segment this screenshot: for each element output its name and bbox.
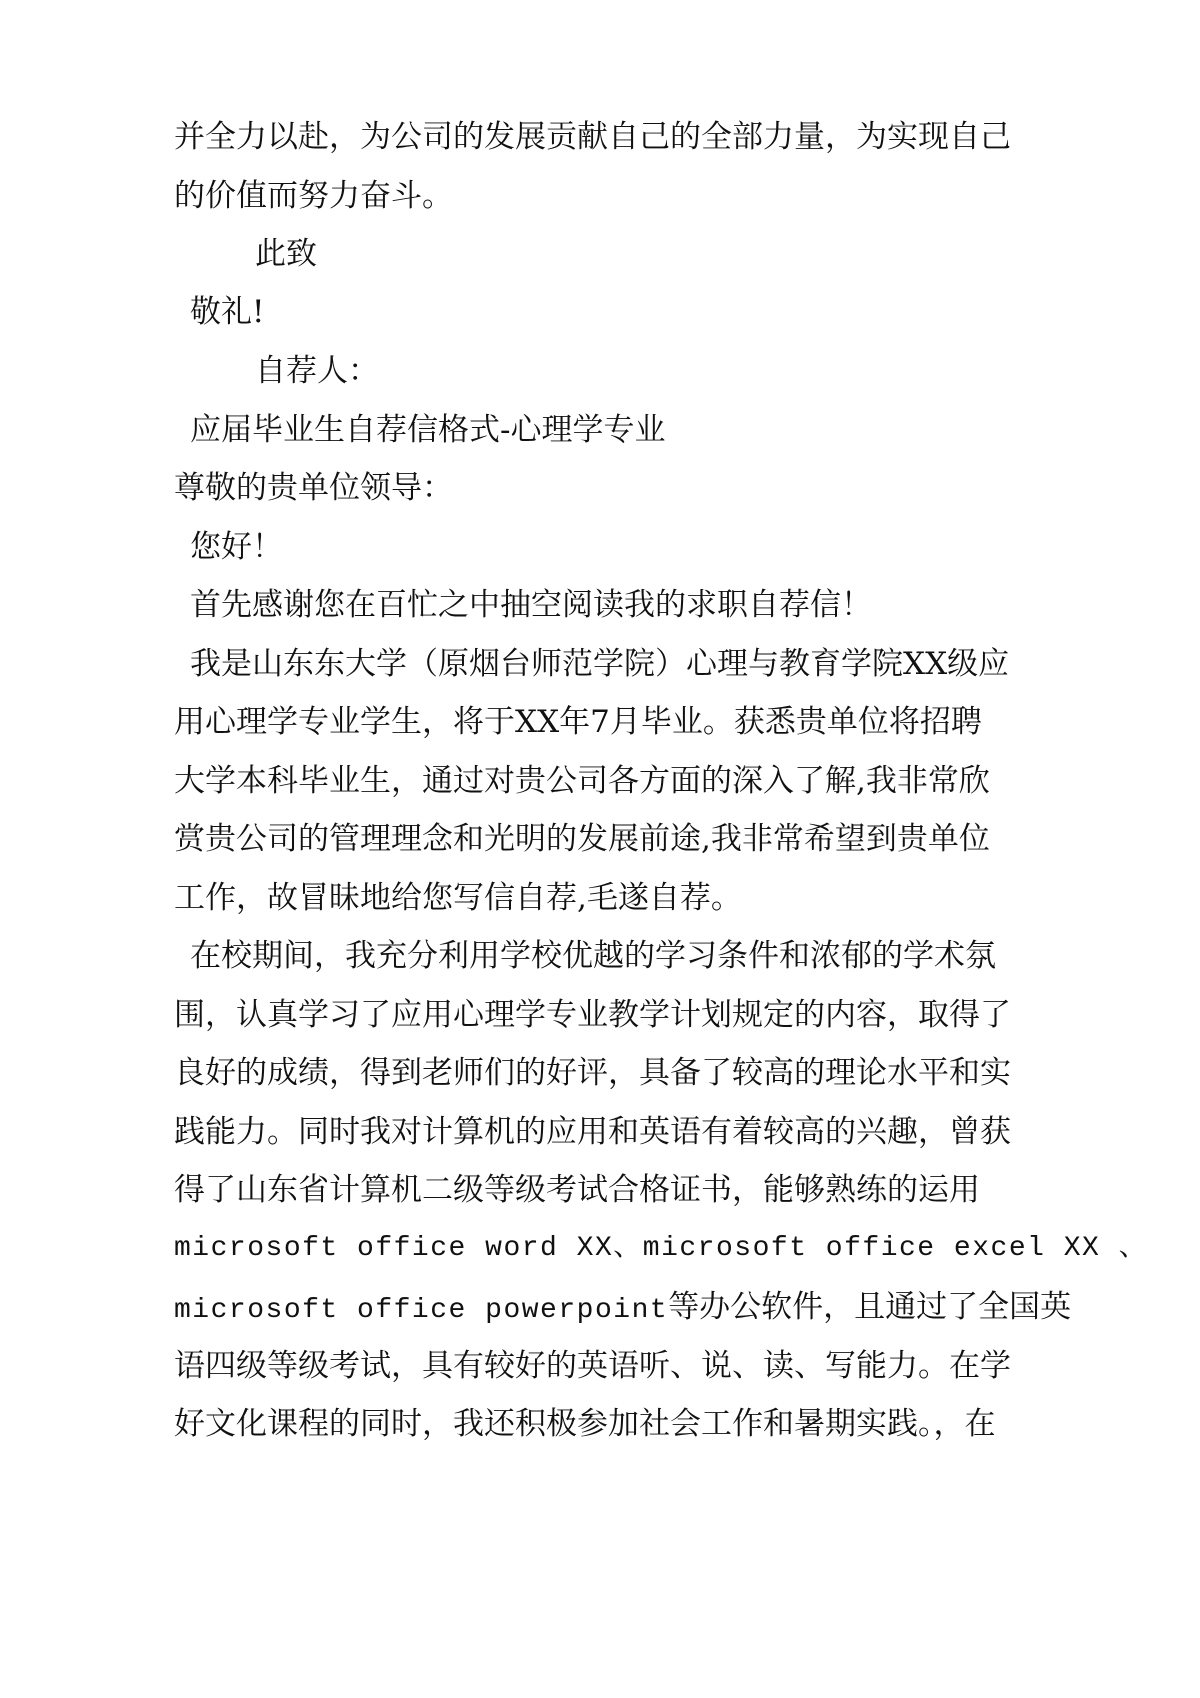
body-text-line: 得了山东省计算机二级等级考试合格证书，能够熟练的运用 xyxy=(174,1172,980,1208)
body-text-line: 工作，故冒昧地给您写信自荐,毛遂自荐。 xyxy=(174,880,742,916)
letter-addressee: 尊敬的贵单位领导： xyxy=(174,470,453,506)
letter-title: 应届毕业生自荐信格式-心理学专业 xyxy=(190,412,666,448)
body-text-line-software: microsoft office word XX、microsoft office excel XX 、 xyxy=(174,1233,1149,1264)
body-text-line: 良好的成绩，得到老师们的好评，具备了较高的理论水平和实 xyxy=(174,1055,1011,1091)
body-text-line: 好文化课程的同时，我还积极参加社会工作和暑期实践。，在 xyxy=(174,1406,996,1442)
body-text-line: 围，认真学习了应用心理学专业教学计划规定的内容，取得了 xyxy=(174,997,1011,1033)
software-name: microsoft office powerpoint xyxy=(174,1295,669,1326)
body-text-line: 大学本科毕业生，通过对贵公司各方面的深入了解,我非常欣 xyxy=(174,763,990,799)
body-text-line: 践能力。同时我对计算机的应用和英语有着较高的兴趣，曾获 xyxy=(174,1114,1011,1150)
body-text-line: 的价值而努力奋斗。 xyxy=(174,178,453,214)
body-text-line: 我是山东东大学（原烟台师范学院）心理与教育学院XX级应 xyxy=(190,646,1010,682)
body-text-line-mixed xyxy=(174,1287,1071,1331)
body-text-line: 并全力以赴，为公司的发展贡献自己的全部力量，为实现自己 xyxy=(174,119,1011,155)
body-text-line: 语四级等级考试，具有较好的英语听、说、读、写能力。在学 xyxy=(174,1348,1011,1384)
signature-label: 自荐人： xyxy=(255,353,379,389)
opening-sentence: 首先感谢您在百忙之中抽空阅读我的求职自荐信！ xyxy=(190,587,872,623)
salutation-closing: 敬礼! xyxy=(190,294,265,330)
body-text-line: 用心理学专业学生，将于XX年7月毕业。获悉贵单位将招聘 xyxy=(174,704,982,740)
body-text-line: 在校期间，我充分利用学校优越的学习条件和浓郁的学术氛 xyxy=(190,938,996,974)
greeting: 您好！ xyxy=(190,529,283,565)
closing-phrase: 此致 xyxy=(255,236,317,272)
body-text-line: 赏贵公司的管理理念和光明的发展前途,我非常希望到贵单位 xyxy=(174,821,990,857)
body-text-segment: 等办公软件，且通过了全国英 xyxy=(668,1289,1072,1325)
